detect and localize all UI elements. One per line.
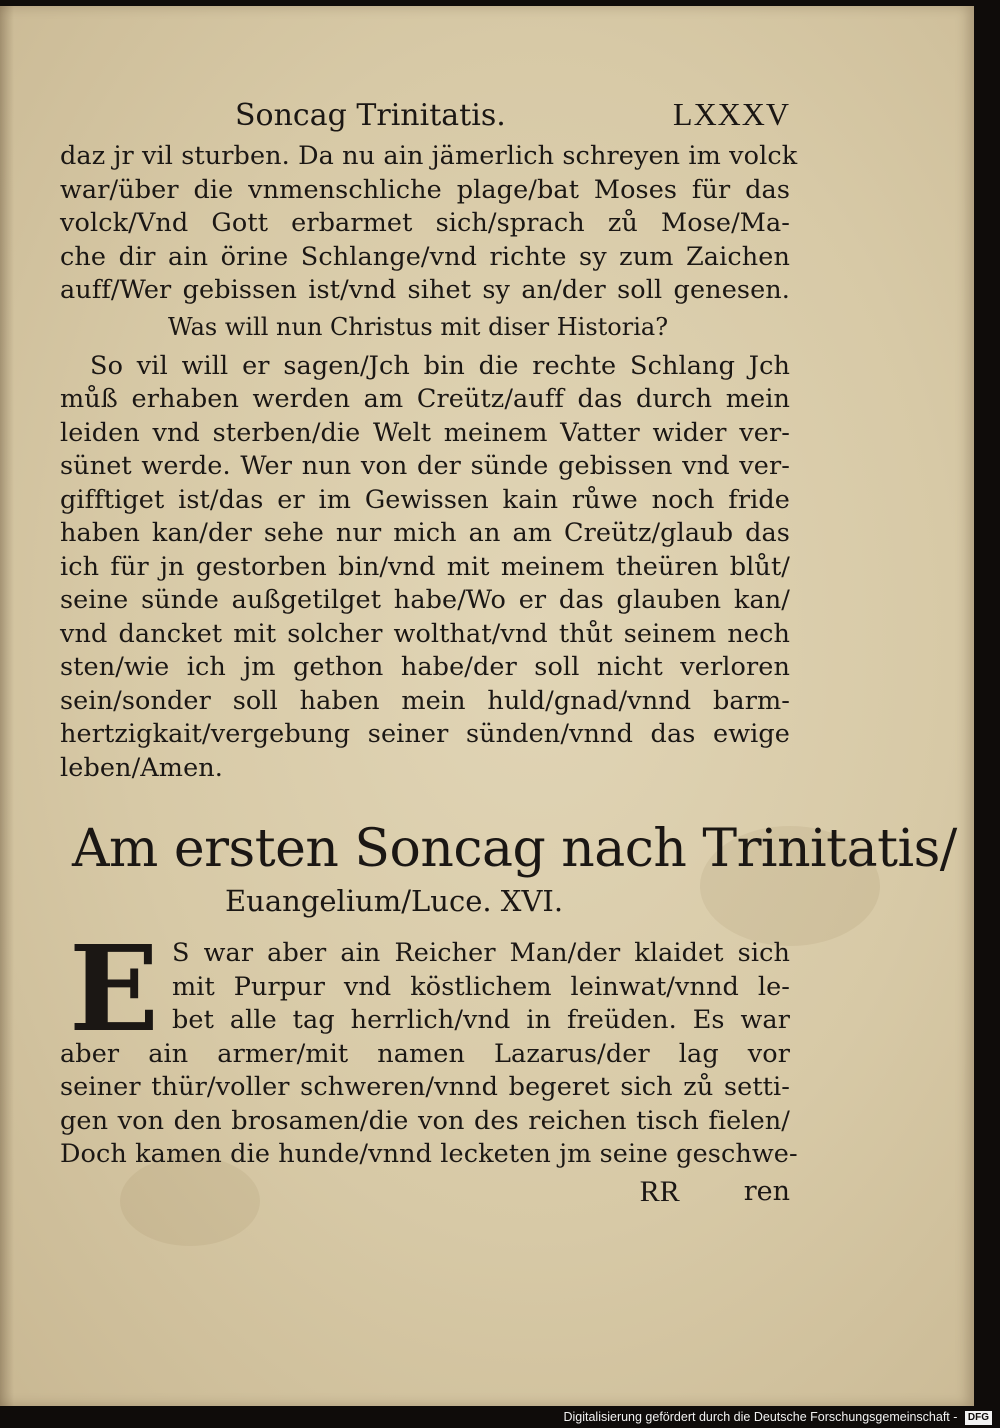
gospel-paragraph (60, 919, 798, 1172)
text-line: vnd dancket mit solcher wolthat/vnd thůt seinem nech (60, 618, 790, 649)
book-page (0, 6, 974, 1406)
text-line: hertzigkait/vergebung seiner sünden/vnnd das ewige (60, 719, 790, 749)
text-line: seiner thür/voller schweren/vnnd begeret sich zů setti- (60, 1072, 790, 1102)
text-line: gifftiget ist/das er im Gewissen kain růwe noch fride (60, 484, 790, 515)
folio-number: LXXXV (673, 96, 790, 132)
text-line: gen von den brosamen/die von des reichen tisch fielen/ (60, 1105, 790, 1136)
text-line: bet alle tag herrlich/vnd in freüden. Es war (172, 1005, 790, 1035)
text-line: leben/Amen. (60, 752, 223, 783)
text-line: Doch kamen die hunde/vnnd lecketen jm seine geschwe- (60, 1139, 798, 1169)
text-line: sünet werde. Wer nun von der sünde gebissen vnd ver- (60, 451, 790, 481)
text-line: So vil will er sagen/Jch bin die rechte Schlang Jch (90, 350, 790, 381)
page-foot (60, 1174, 790, 1210)
text-line: daz jr vil sturben. Da nu ain jämerlich schreyen im volck (60, 141, 798, 171)
text-line: aber ain armer/mit namen Lazarus/der lag vor (60, 1038, 790, 1069)
answer-paragraph (60, 350, 790, 786)
text-line: můß erhaben werden am Creütz/auff das durch mein (60, 384, 790, 414)
intro-paragraph (60, 140, 798, 308)
footer-credit: Digitalisierung gefördert durch die Deutsche Forschungsgemeinschaft - (563, 1410, 958, 1424)
catchword: ren (743, 1175, 790, 1207)
decorated-initial: E (69, 919, 159, 1058)
text-line: haben kan/der sehe nur mich an am Creütz/glaub das (60, 518, 790, 548)
text-line: mit Purpur vnd köstlichem leinwat/vnnd le- (172, 971, 790, 1002)
page-text-block (60, 96, 957, 1210)
page-gutter-shadow (0, 6, 14, 1406)
running-head (60, 96, 790, 140)
question-heading: Was will nun Christus mit diser Historia? (168, 312, 669, 341)
text-line: sten/wie ich jm gethon habe/der soll nicht verloren (60, 652, 790, 682)
digitization-footer (0, 1406, 1000, 1428)
text-line: leiden vnd sterben/die Welt meinem Vatter wider ver- (60, 417, 790, 448)
text-line: war/über die vnmenschliche plage/bat Moses für das (60, 174, 790, 205)
section-title: Am ersten Soncag nach Trinitatis/ (72, 819, 957, 879)
text-line: volck/Vnd Gott erbarmet sich/sprach zů Mose/Ma- (60, 208, 790, 238)
text-line: auff/Wer gebissen ist/vnd sihet sy an/der soll genesen. (60, 275, 790, 305)
section-subtitle: Euangelium/Luce. XVI. (225, 884, 564, 918)
dfg-logo-icon: DFG (965, 1411, 992, 1425)
running-head-title: Soncag Trinitatis. (235, 98, 506, 133)
text-line: ich für jn gestorben bin/vnd mit meinem theüren blůt/ (60, 551, 790, 582)
text-line: S war aber ain Reicher Man/der klaidet sich (172, 938, 790, 968)
text-line: sein/sonder soll haben mein huld/gnad/vnnd barm- (60, 685, 790, 716)
text-line: che dir ain örine Schlange/vnd richte sy zum Zaichen (60, 241, 790, 272)
text-line: seine sünde außgetilget habe/Wo er das glauben kan/ (60, 585, 790, 615)
signature-mark: RR (639, 1174, 680, 1208)
